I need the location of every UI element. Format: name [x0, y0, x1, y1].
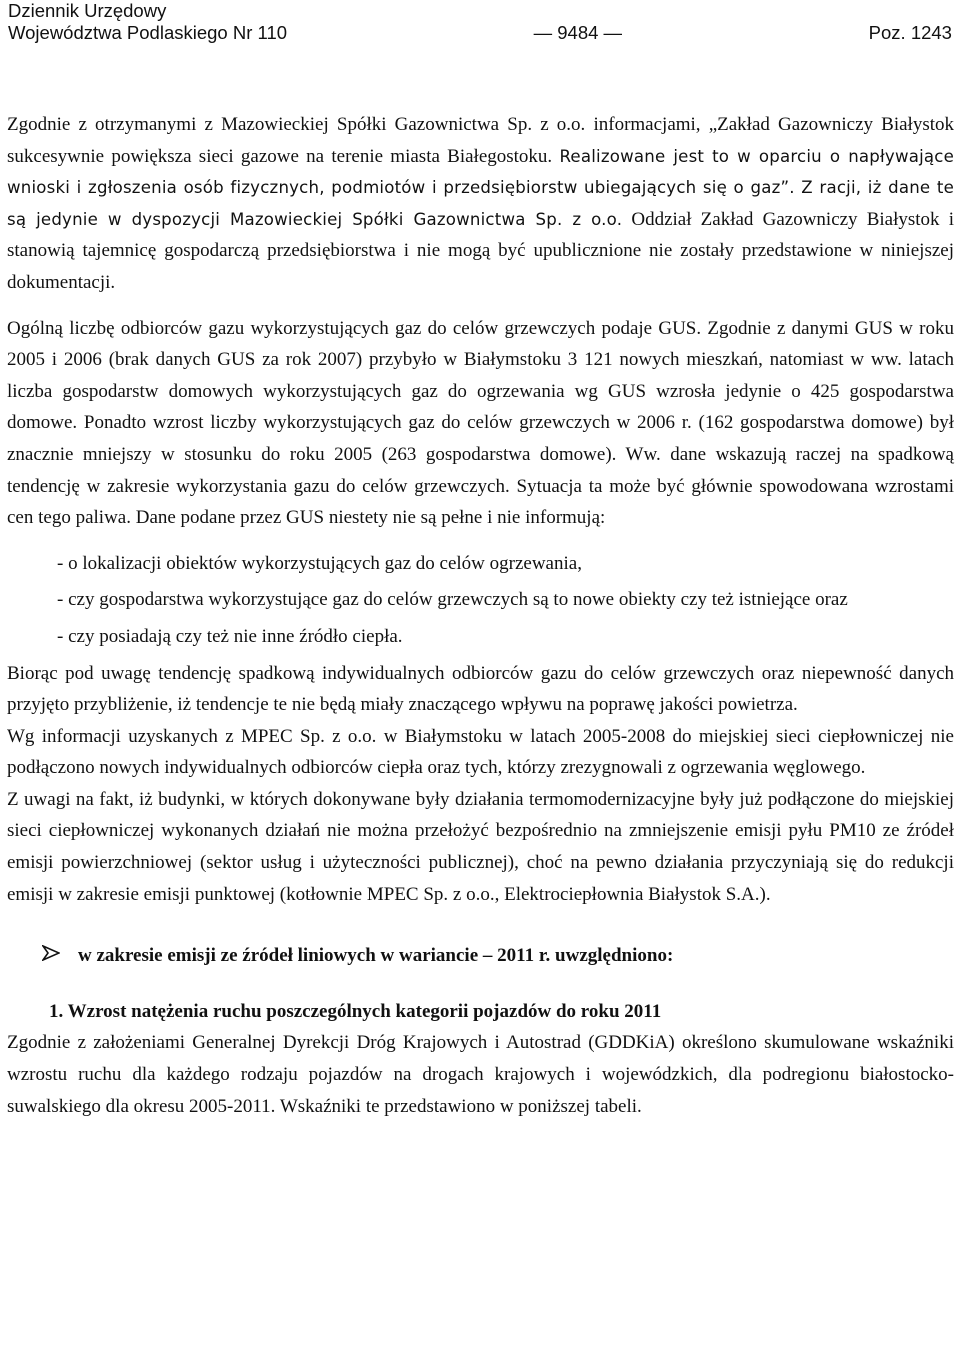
document-body	[7, 109, 954, 1122]
list-item: - czy gospodarstwa wykorzystujące gaz do celów grzewczych są to nowe obiekty czy też istniejące oraz	[57, 589, 848, 611]
linear-sources-heading	[7, 940, 954, 972]
paragraph-mpec: Wg informacji uzyskanych z MPEC Sp. z o.o. w Białymstoku w latach 2005-2008 do miejskiej sieci ciepłowniczej nie podłączono nowych indywidualnych odbiorców ciepła oraz tych, którzy zrezygnowali z ogrzewania węglowego.	[7, 725, 954, 779]
paragraph-gas-network	[7, 109, 954, 299]
journal-title-line1: Dziennik Urzędowy	[8, 0, 167, 21]
paragraph-thermomodernization: Z uwagi na fakt, iż budynki, w których dokonywane były działania termomodernizacyjne były już podłączone do miejskiej sieci ciepłowniczej wykonanych działań nie można przełożyć bezpośrednio na zmniejszenie emisji pyłu PM10 ze źródeł emisji powierzchniowej (sektor usług i użyteczności publicznej), choć na pewno działania przyczyniają się do redukcji emisji w zakresie emisji punktowej (kotłownie MPEC Sp. z o.o., Elektrociepłownia Białystok S.A.).	[7, 788, 954, 905]
linear-sources-heading-text: w zakresie emisji ze źródeł liniowych w wariancie – 2011 r. uwzględniono:	[78, 945, 674, 967]
paragraph-gas-network-quote: Realizowane jest to w oparciu o napływające wnioski i zgłoszenia osób fizycznych, podmiotów i przedsiębiorstw ubiegających się o gaz”. Z racji, iż dane te są jedynie w dyspozycji Mazowieckiej Spółki Gazownictwa Sp. z o.o.	[7, 146, 954, 229]
position-number: Poz. 1243	[868, 22, 952, 43]
missing-info-list	[7, 548, 954, 653]
journal-title-line2: Województwa Podlaskiego Nr 110	[8, 22, 288, 43]
paragraph-tendency: Biorąc pod uwagę tendencję spadkową indywidualnych odbiorców gazu do celów grzewczych oraz niepewność danych przyjęto przybliżenie, iż tendencje te nie będą miały znaczącego wpływu na poprawę jakości powietrza.	[7, 662, 954, 716]
paragraph-gus-data: Ogólną liczbę odbiorców gazu wykorzystujących gaz do celów grzewczych podaje GUS. Zgodnie z danymi GUS w roku 2005 i 2006 (brak danych GUS za rok 2007) przybyło w Białymstoku 3 121 nowych mieszkań, natomiast w ww. latach liczba gospodarstw domowych wykorzystujących gaz do ogrzewania wg GUS wzrosła jedynie o 425 gospodarstwa domowe. Ponadto wzrost liczby wykorzystujących gaz do celów grzewczych w 2006 r. (162 gospodarstwa domowe) był znacznie mniejszy w stosunku do roku 2005 (263 gospodarstwa domowe). Ww. dane wskazują raczej na spadkową tendencję w zakresie wykorzystania gazu do celów grzewczych. Sytuacja ta może być głównie spowodowana wzrostami cen tego paliwa. Dane podane przez GUS niestety nie są pełne i nie informują:	[7, 317, 954, 529]
paragraph-gddkia: Zgodnie z założeniami Generalnej Dyrekcji Dróg Krajowych i Autostrad (GDDKiA) określono skumulowane wskaźniki wzrostu ruchu dla każdego rodzaju pojazdów na drogach krajowych i wojewódzkich, dla podregionu białostocko-suwalskiego dla okresu 2005-2011. Wskaźniki te przedstawiono w poniższej tabeli.	[7, 1032, 954, 1117]
list-item: - czy posiadają czy też nie inne źródło ciepła.	[57, 625, 403, 647]
list-item: - o lokalizacji obiektów wykorzystujących gaz do celów ogrzewania,	[57, 552, 582, 574]
arrowhead-bullet-icon	[42, 940, 64, 972]
page-number: — 9484 —	[533, 22, 623, 43]
traffic-growth-heading: 1. Wzrost natężenia ruchu poszczególnych kategorii pojazdów do roku 2011	[49, 1000, 662, 1022]
paragraph-gas-network-rest: Oddział Zakład Gazowniczy Białystok i stanowią tajemnicę gospodarczą przedsiębiorstwa i nie mogą być upublicznione nie zostały przedstawione w niniejszej dokumentacji.	[7, 208, 955, 293]
page-header	[8, 0, 952, 44]
paragraph-gas-network-intro: Zgodnie z otrzymanymi z Mazowieckiej Spółki Gazownictwa Sp. z o.o. informacjami, „Zakład Gazowniczy Białystok sukcesywnie powiększa sieci gazowe na terenie miasta Białegostoku.	[7, 114, 954, 167]
